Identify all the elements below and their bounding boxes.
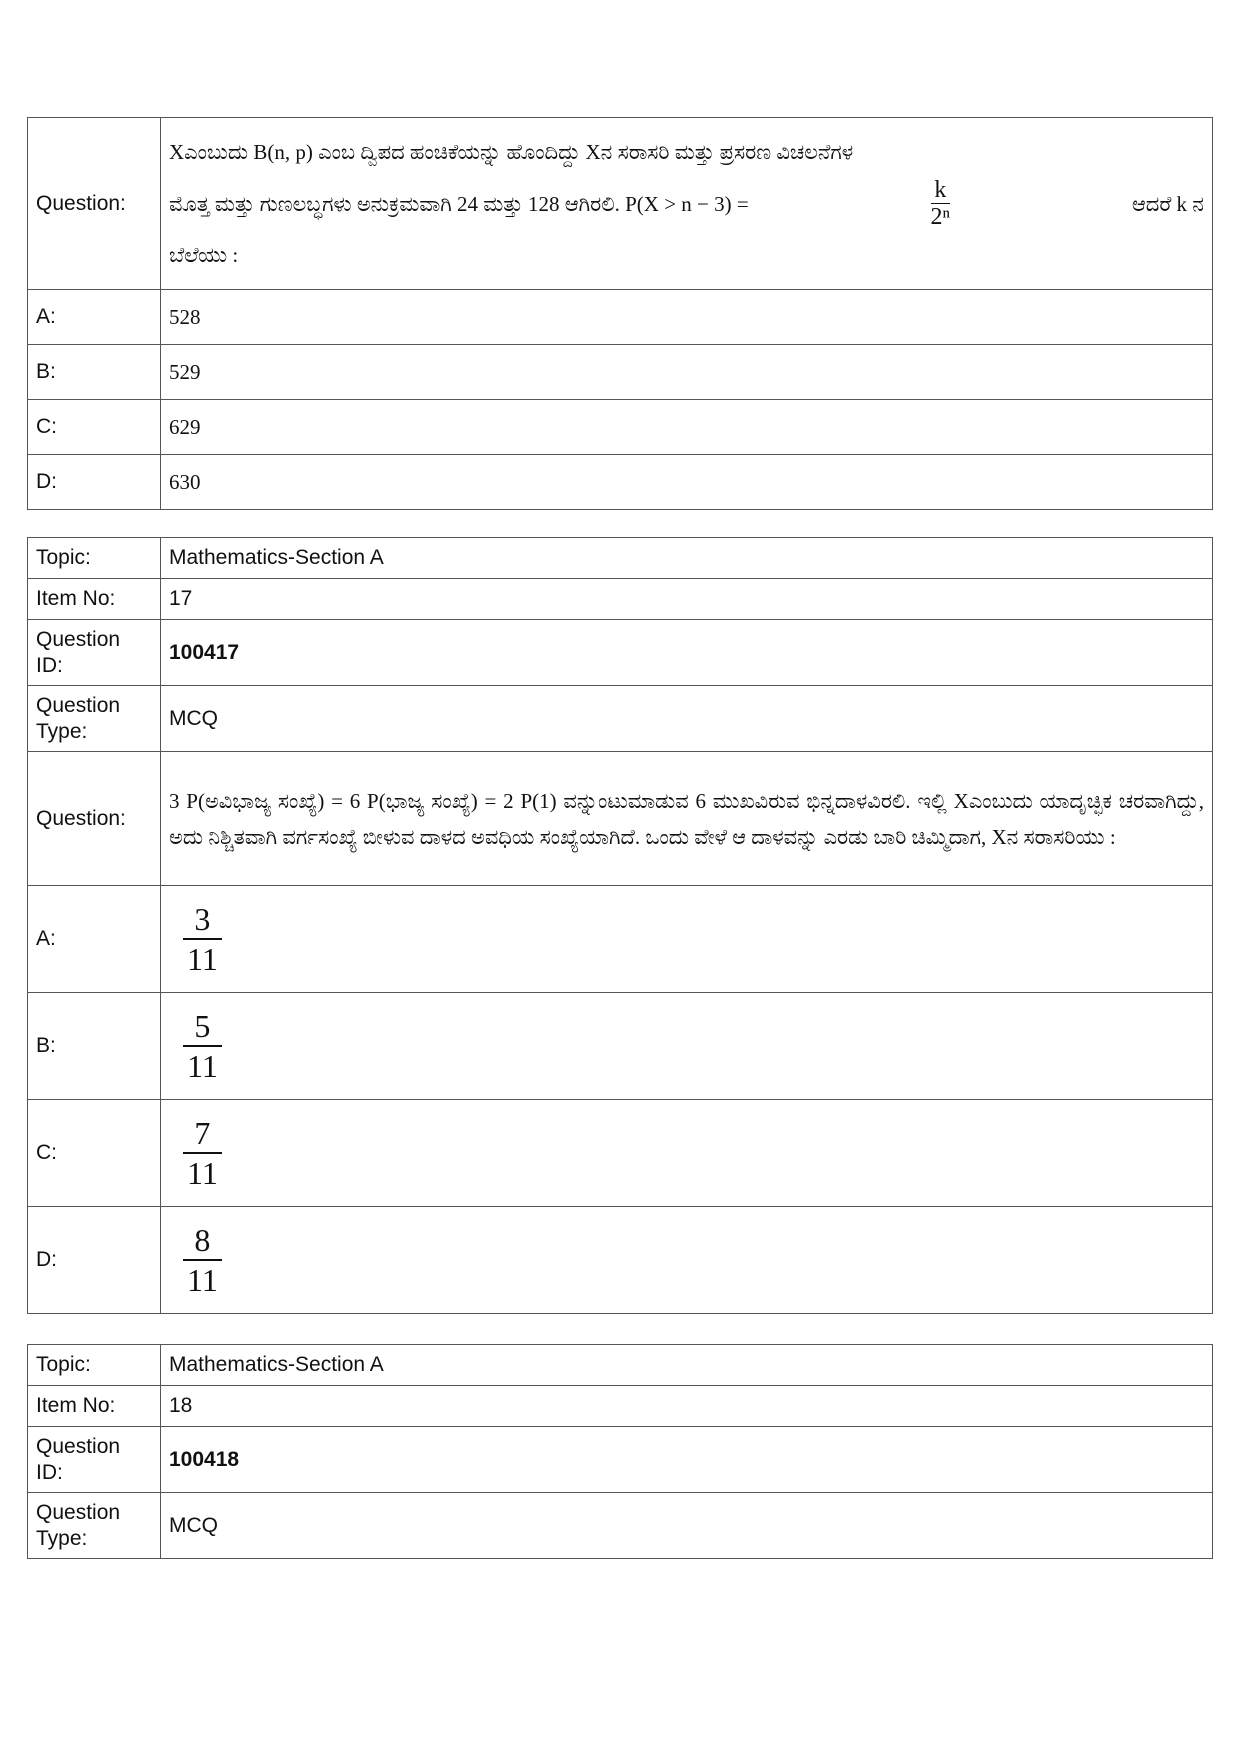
item-no-row <box>28 1386 1213 1427</box>
topic-row <box>28 1345 1213 1386</box>
option-value <box>161 1100 1213 1207</box>
question-text <box>161 118 1213 290</box>
question-line-2-pre: ಮೊತ್ತ ಮತ್ತು ಗುಣಲಬ್ಧಗಳು ಅನುಕ್ರಮವಾಗಿ 24 ಮತ್ತು 128 ಆಗಿರಲಿ. P(X > n − 3) = <box>169 191 749 216</box>
question-type-row <box>28 1493 1213 1559</box>
fraction-denominator: 11 <box>187 941 218 977</box>
option-label: A: <box>28 886 161 993</box>
item-no-row <box>28 579 1213 620</box>
question-type-row <box>28 686 1213 752</box>
fraction-numerator: k <box>934 177 947 203</box>
question-type-value: MCQ <box>161 686 1213 752</box>
item-no-value: 18 <box>161 1386 1213 1427</box>
option-row-a <box>28 290 1213 345</box>
topic-label: Topic: <box>28 1345 161 1386</box>
option-value <box>161 993 1213 1100</box>
question-id-label: Question ID: <box>28 1427 161 1493</box>
fraction-denominator: 2ⁿ <box>930 204 951 230</box>
item-no-value: 17 <box>161 579 1213 620</box>
question-line-2 <box>169 177 1204 230</box>
fraction-denominator: 11 <box>187 1048 218 1084</box>
option-value <box>161 886 1213 993</box>
option-row-d <box>28 1207 1213 1314</box>
item-no-label: Item No: <box>28 1386 161 1427</box>
option-label: B: <box>28 993 161 1100</box>
question-type-label: Question Type: <box>28 686 161 752</box>
option-value: 529 <box>161 345 1213 400</box>
question-type-label: Question Type: <box>28 1493 161 1559</box>
option-row-a <box>28 886 1213 993</box>
question-row <box>28 752 1213 886</box>
question-table-18 <box>27 1344 1213 1559</box>
item-no-label: Item No: <box>28 579 161 620</box>
topic-value: Mathematics-Section A <box>161 538 1213 579</box>
question-line-1: Xಎಂಬುದು B(n, p) ಎಂಬ ದ್ವಿಪದ ಹಂಚಿಕೆಯನ್ನು ಹೊಂದಿದ್ದು Xನ ಸರಾಸರಿ ಮತ್ತು ಪ್ರಸರಣ ವಿಚಲನೆಗಳ <box>169 140 854 164</box>
option-value: 630 <box>161 455 1213 510</box>
fraction-numerator: 7 <box>194 1115 211 1151</box>
question-id-value: 100417 <box>161 620 1213 686</box>
option-label: D: <box>28 455 161 510</box>
option-row-c <box>28 400 1213 455</box>
question-label: Question: <box>28 118 161 290</box>
option-row-b <box>28 993 1213 1100</box>
option-fraction <box>183 1007 222 1085</box>
option-label: C: <box>28 400 161 455</box>
question-table-16 <box>27 117 1213 510</box>
option-fraction <box>183 1221 222 1299</box>
topic-label: Topic: <box>28 538 161 579</box>
option-value: 528 <box>161 290 1213 345</box>
fraction-numerator: 3 <box>194 901 211 937</box>
option-value: 629 <box>161 400 1213 455</box>
fraction-numerator: 8 <box>194 1222 211 1258</box>
question-line-2-post: ಆದರೆ k ನ <box>1131 191 1204 216</box>
option-row-c <box>28 1100 1213 1207</box>
fraction-denominator: 11 <box>187 1262 218 1298</box>
option-row-d <box>28 455 1213 510</box>
question-id-label: Question ID: <box>28 620 161 686</box>
option-fraction <box>183 1114 222 1192</box>
option-label: C: <box>28 1100 161 1207</box>
option-label: B: <box>28 345 161 400</box>
question-type-value: MCQ <box>161 1493 1213 1559</box>
option-row-b <box>28 345 1213 400</box>
fraction-numerator: 5 <box>194 1008 211 1044</box>
question-id-row <box>28 620 1213 686</box>
question-row <box>28 118 1213 290</box>
fraction-k-over-2n <box>931 177 951 230</box>
question-label: Question: <box>28 752 161 886</box>
topic-row <box>28 538 1213 579</box>
topic-value: Mathematics-Section A <box>161 1345 1213 1386</box>
question-id-row <box>28 1427 1213 1493</box>
question-line-3: ಬೆಲೆಯು : <box>169 243 239 267</box>
fraction-denominator: 11 <box>187 1155 218 1191</box>
option-label: A: <box>28 290 161 345</box>
option-fraction <box>183 900 222 978</box>
question-id-value: 100418 <box>161 1427 1213 1493</box>
question-text: 3 P(ಅವಿಭಾಜ್ಯ ಸಂಖ್ಯೆ) = 6 P(ಭಾಜ್ಯ ಸಂಖ್ಯೆ) = 2 P(1) ವನ್ನುಂಟುಮಾಡುವ 6 ಮುಖವಿರುವ ಭಿನ್ನದಾಳವಿರಲಿ. ಇಲ್ಲಿ Xಎಂಬುದು ಯಾದೃಚ್ಛಿಕ ಚರವಾಗಿದ್ದು, ಅದು ನಿಶ್ಚಿತವಾಗಿ ವರ್ಗಸಂಖ್ಯೆ ಬೀಳುವ ದಾಳದ ಅವಧಿಯ ಸಂಖ್ಯೆಯಾಗಿದೆ. ಒಂದು ವೇಳೆ ಆ ದಾಳವನ್ನು ಎರಡು ಬಾರಿ ಚಿಮ್ಮಿದಾಗ, Xನ ಸರಾಸರಿಯು : <box>161 752 1213 886</box>
question-table-17 <box>27 537 1213 1314</box>
option-value <box>161 1207 1213 1314</box>
option-label: D: <box>28 1207 161 1314</box>
